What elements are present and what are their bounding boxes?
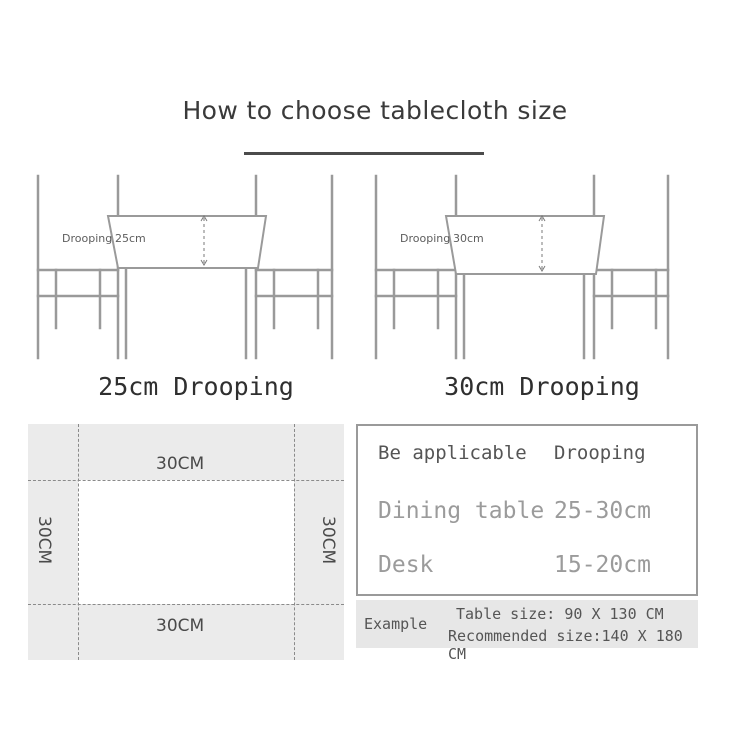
measure-label-left: 30CM bbox=[34, 516, 54, 565]
measure-label-top: 30CM bbox=[156, 454, 205, 474]
measure-label-bottom: 30CM bbox=[156, 616, 205, 636]
dash-line-left bbox=[78, 424, 79, 660]
example-table-size: Table size: 90 X 130 CM bbox=[456, 605, 664, 623]
caption-25cm: 25cm Drooping bbox=[98, 372, 294, 401]
row-drooping-desk: 15-20cm bbox=[554, 552, 651, 578]
drooping-value-right: 30cm bbox=[453, 232, 484, 245]
drooping-value-left: 25cm bbox=[115, 232, 146, 245]
row-drooping-dining-table: 25-30cm bbox=[554, 498, 651, 524]
table-top-area bbox=[78, 480, 294, 604]
header-be-applicable: Be applicable bbox=[378, 442, 527, 464]
page-title: How to choose tablecloth size bbox=[182, 96, 568, 125]
table-row bbox=[358, 498, 696, 524]
example-label: Example bbox=[364, 615, 428, 633]
title-underline bbox=[244, 152, 484, 155]
measurement-diagram bbox=[28, 424, 344, 660]
example-strip bbox=[356, 600, 698, 663]
drooping-label-left: Drooping bbox=[62, 232, 113, 245]
measure-label-right: 30CM bbox=[318, 516, 338, 565]
table-chairs-illustration-left bbox=[22, 168, 370, 368]
dash-line-bottom bbox=[28, 604, 344, 605]
table-chairs-illustration-right bbox=[368, 168, 716, 368]
diagram-panel-25cm bbox=[22, 168, 370, 368]
header-drooping: Drooping bbox=[554, 442, 646, 464]
caption-30cm: 30cm Drooping bbox=[444, 372, 640, 401]
example-recommended-size: Recommended size:140 X 180 CM bbox=[448, 627, 683, 663]
table-header-row bbox=[358, 442, 696, 464]
dash-line-top bbox=[28, 480, 344, 481]
diagram-panel-30cm bbox=[368, 168, 716, 368]
row-item-dining-table: Dining table bbox=[378, 498, 545, 524]
row-item-desk: Desk bbox=[378, 552, 434, 578]
applicable-table bbox=[356, 424, 698, 596]
drooping-label-right: Drooping bbox=[400, 232, 451, 245]
table-row bbox=[358, 552, 696, 578]
dash-line-right bbox=[294, 424, 295, 660]
